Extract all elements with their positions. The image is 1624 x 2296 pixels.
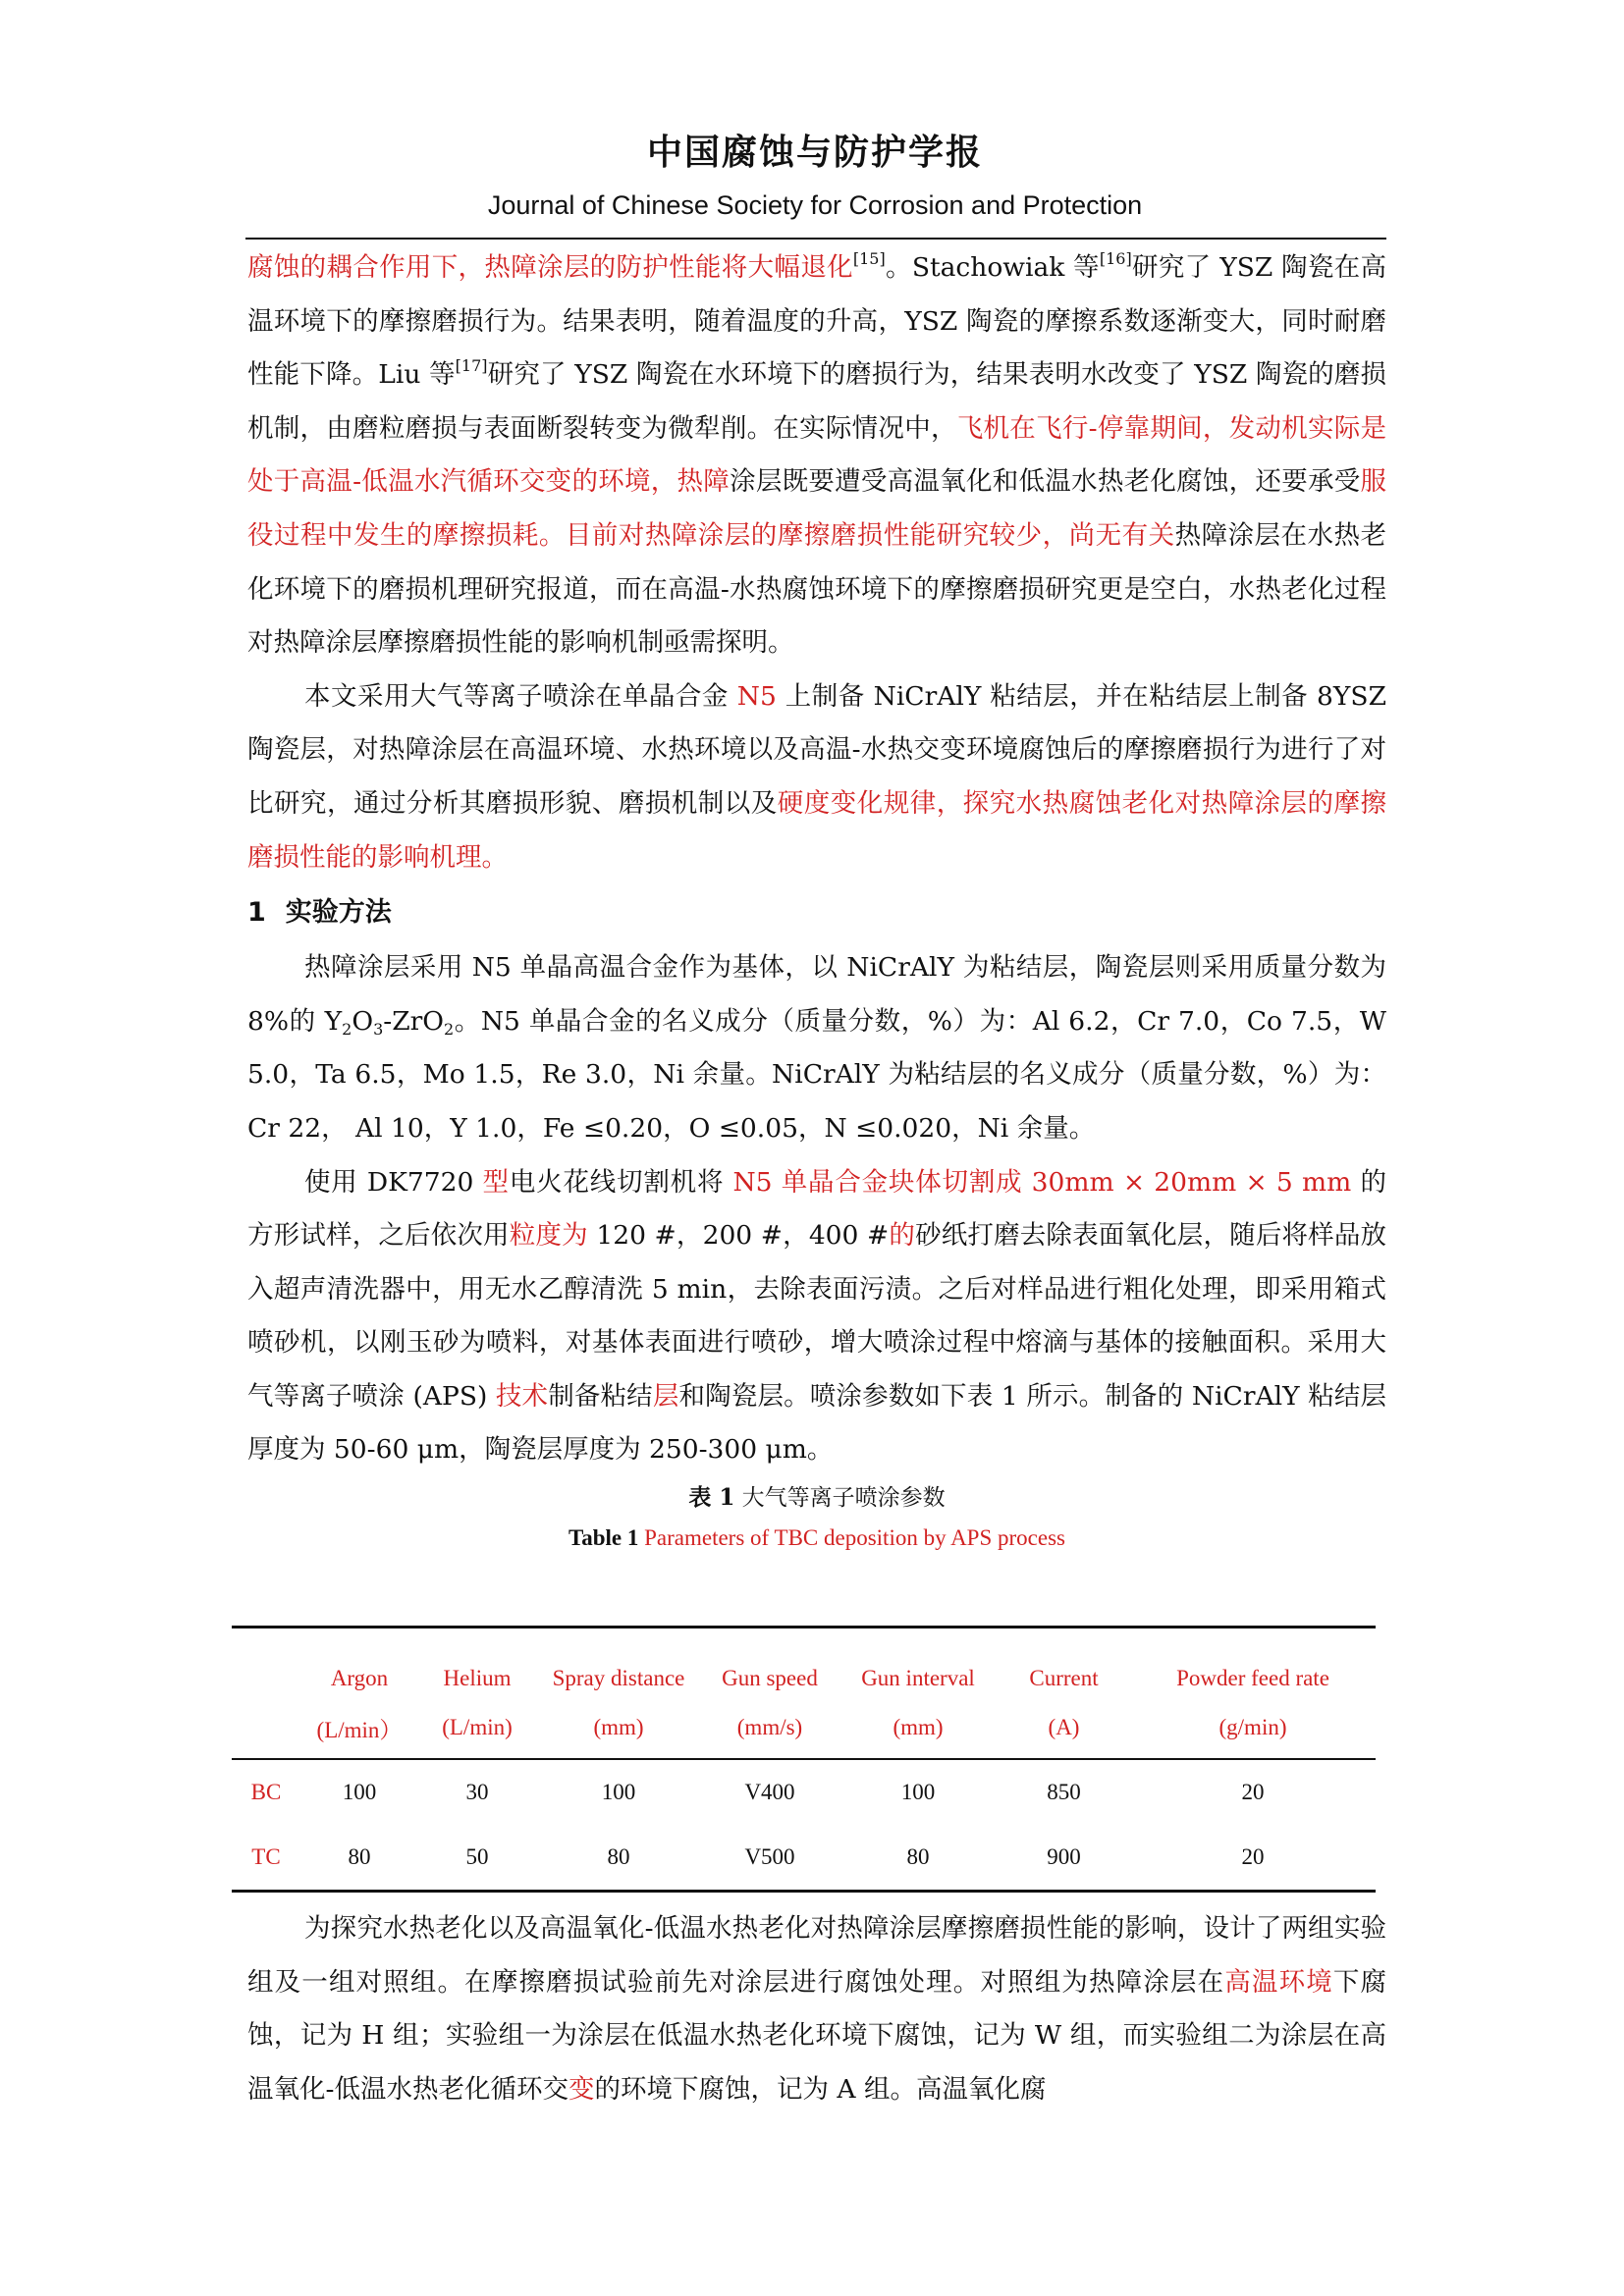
text-span: 的方形试样，之后依次用 <box>247 1166 1386 1252</box>
text-span: 下腐蚀，记为 H 组；实验组一为涂层在低温水热老化环境下腐蚀，记为 W 组，而实验组二为涂层在高温氧化-低温水热老化循环交 <box>247 1966 1387 2105</box>
table-cell: V500 <box>701 1825 839 1892</box>
table-row-label: TC <box>232 1825 300 1892</box>
table-cell: 20 <box>1130 1825 1376 1892</box>
text-span: 涂层既要遭受高温氧化和低温水热老化腐蚀，还要承受 <box>730 466 1361 498</box>
text-span: 上制备 NiCrAlY 粘结层，并在粘结层上制备 8YSZ 陶瓷层，对热障涂层在高温环境、水热环境以及高温-水热交变环境腐蚀后的摩擦磨损行为进行了对比研究，通过分析其磨损形貌、磨损机制以及 <box>247 680 1386 819</box>
table-label-en: Table 1 <box>568 1525 639 1551</box>
paragraph-study-aim <box>247 670 1386 884</box>
text-span: 研究了 YSZ 陶瓷在高温环境下的摩擦磨损行为。结果表明，随着温度的升高，YSZ 陶瓷的摩擦系数逐渐变大，同时耐磨性能下降。Liu 等 <box>247 252 1386 391</box>
text-span: 为探究水热老化以及高温氧化-低温水热老化对热障涂层摩擦磨损性能的影响，设计了两组实验组及一组对照组。在摩擦磨损试验前先对涂层进行腐蚀处理。对照组为热障涂层在 <box>247 1913 1386 1998</box>
text-span: 和陶瓷层。喷涂参数如下表 1 所示。制备的 NiCrAlY 粘结层厚度为 50-60 μm，陶瓷层厚度为 250-300 μm。 <box>247 1380 1386 1466</box>
text-span-highlight: 变 <box>568 2073 595 2105</box>
parameters-table <box>232 1626 1376 1893</box>
table-cell: 100 <box>900 1780 936 1804</box>
table-cell: 20 <box>1241 1780 1265 1804</box>
table-cell: 900 <box>998 1825 1130 1892</box>
section-number: 1 <box>247 897 266 929</box>
table-cell: 100 <box>342 1780 377 1804</box>
table-cell: 30 <box>465 1780 489 1804</box>
text-span-highlight: N5 <box>736 680 777 712</box>
text-span-highlight: 服役过程中发生的摩擦损耗。目前对热障涂层的摩擦磨损性能研究较少，尚无有关 <box>247 466 1386 551</box>
text-span-highlight: 硬度变化规律，探究水热腐蚀老化对热障涂层的摩擦磨损性能的影响机理。 <box>247 787 1387 873</box>
table-unit-cell: (mm) <box>839 1697 998 1759</box>
table-unit-cell: (mm) <box>536 1697 701 1759</box>
subscript: 3 <box>373 1019 384 1039</box>
text-span: 。Stachowiak 等 <box>885 252 1100 283</box>
table-units-row <box>232 1697 1376 1759</box>
table-cell: 80 <box>839 1825 998 1892</box>
subscript: 2 <box>444 1019 455 1039</box>
table-caption-en <box>247 1519 1386 1558</box>
journal-title-en: Journal of Chinese Society for Corrosion and Protection <box>487 190 1143 220</box>
header-rule <box>245 238 1386 240</box>
article-body <box>247 241 1386 1558</box>
text-span: O <box>352 1005 374 1037</box>
table-unit-cell: (A) <box>998 1697 1130 1759</box>
table-header-cell: Current <box>998 1628 1130 1698</box>
text-span: 热障涂层在水热老化环境下的磨损机理研究报道，而在高温-水热腐蚀环境下的摩擦磨损研究更是空白，水热老化过程对热障涂层摩擦磨损性能的影响机制亟需探明。 <box>247 519 1387 659</box>
table-caption-text-en: Parameters of TBC deposition by APS process <box>638 1525 1065 1551</box>
subscript: 2 <box>342 1019 352 1039</box>
table-header-cell <box>232 1628 300 1698</box>
journal-title-cn: 中国腐蚀与防护学报 <box>646 133 983 173</box>
text-span-highlight: 粒度为 <box>509 1220 588 1252</box>
text-span-highlight: 技术 <box>495 1380 549 1412</box>
table-header-row <box>232 1628 1376 1698</box>
text-span-highlight: N5 单晶合金块体切割成 30mm × 20mm × 5 mm <box>732 1166 1352 1198</box>
text-span: 热障涂层采用 N5 单晶高温合金作为基体，以 NiCrAlY 为粘结层，陶瓷层则采用质量分数为 8%的 Y <box>247 952 1386 1037</box>
text-span: 本文采用大气等离子喷涂在单晶合金 <box>304 680 737 712</box>
article-body-continued <box>247 1902 1386 2116</box>
table-unit-cell: (g/min) <box>1130 1697 1376 1759</box>
citation-ref: [16] <box>1099 249 1132 268</box>
text-span: 制备粘结 <box>548 1380 653 1412</box>
table-header-cell: Spray distance <box>536 1628 701 1698</box>
text-span-highlight: 层 <box>652 1380 679 1412</box>
table-caption-cn <box>247 1477 1386 1519</box>
table-cell: 50 <box>418 1825 536 1892</box>
text-span: 砂纸打磨去除表面氧化层，随后将样品放入超声清洗器中，用无水乙醇清洗 5 min，去除表面污渍。之后对样品进行粗化处理，即采用箱式喷砂机，以刚玉砂为喷料，对基体表面进行喷砂，增大喷涂过程中熔滴与基体的接触面积。采用大气等离子喷涂 (APS) <box>247 1220 1387 1412</box>
paragraph-experiment-groups <box>247 1902 1386 2116</box>
text-span: 的环境下腐蚀，记为 A 组。高温氧化腐 <box>594 2073 1047 2105</box>
citation-ref: [17] <box>455 356 488 376</box>
text-span: -ZrO <box>383 1005 445 1037</box>
table-row <box>232 1825 1376 1892</box>
table-header-cell: Gun speed <box>701 1628 839 1698</box>
table-label-cn: 表 1 <box>688 1484 735 1512</box>
paragraph-sample-prep <box>247 1156 1386 1478</box>
table-header-cell: Gun interval <box>839 1628 998 1698</box>
text-span-highlight: 的 <box>889 1220 916 1252</box>
journal-header <box>245 126 1384 230</box>
table-header-cell: Helium <box>418 1628 536 1698</box>
citation-ref: [15] <box>852 249 886 268</box>
table-header-cell: Powder feed rate <box>1130 1628 1376 1698</box>
section-heading <box>247 884 1386 941</box>
text-span-highlight: 高温环境 <box>1224 1966 1333 1998</box>
text-span: 研究了 YSZ 陶瓷在水环境下的磨损行为，结果表明水改变了 YSZ 陶瓷的磨损机制，由磨粒磨损与表面断裂转变为微犁削。在实际情况中， <box>247 359 1386 444</box>
paragraph-materials <box>247 941 1386 1155</box>
text-span: 腐蚀的耦合作用下，热障涂层的防护性能将大幅退化 <box>247 252 853 283</box>
text-span-highlight: 型 <box>482 1166 510 1198</box>
table-cell: 80 <box>536 1825 701 1892</box>
table-unit-cell: (L/min) <box>418 1697 536 1759</box>
table-unit-cell: (mm/s) <box>701 1697 839 1759</box>
text-span: 。N5 单晶合金的名义成分（质量分数，%）为：Al 6.2，Cr 7.0，Co 7.5，W 5.0，Ta 6.5，Mo 1.5，Re 3.0，Ni 余量。NiCrAlY 为粘结层的名义成分（质量分数，%）为：Cr 22， Al 10，Y 1.0，Fe ≤0.20，O ≤0.05，N ≤0.020，Ni 余量。 <box>247 1005 1386 1144</box>
table-cell: V400 <box>744 1780 795 1804</box>
paragraph-intro-continued <box>247 241 1386 670</box>
table-cell: 100 <box>601 1780 636 1804</box>
section-title: 实验方法 <box>285 897 392 929</box>
table-cell: 850 <box>1047 1780 1081 1804</box>
table-unit-cell: (L/min） <box>300 1697 418 1759</box>
table-caption-text-cn: 大气等离子喷涂参数 <box>734 1485 946 1512</box>
table-row <box>232 1759 1376 1825</box>
text-span-highlight: 飞机在飞行-停靠期间，发动机实际是处于高温-低温水汽循环交变的环境，热障 <box>247 412 1386 498</box>
table-header-cell: Argon <box>300 1628 418 1698</box>
text-span: 电火花线切割机将 <box>509 1166 733 1198</box>
table-row-label: BC <box>250 1780 282 1804</box>
table-header-cell <box>232 1697 300 1759</box>
text-span: 使用 DK7720 <box>304 1166 483 1198</box>
text-span: 120 #，200 #，400 # <box>587 1220 890 1252</box>
table-cell: 80 <box>300 1825 418 1892</box>
